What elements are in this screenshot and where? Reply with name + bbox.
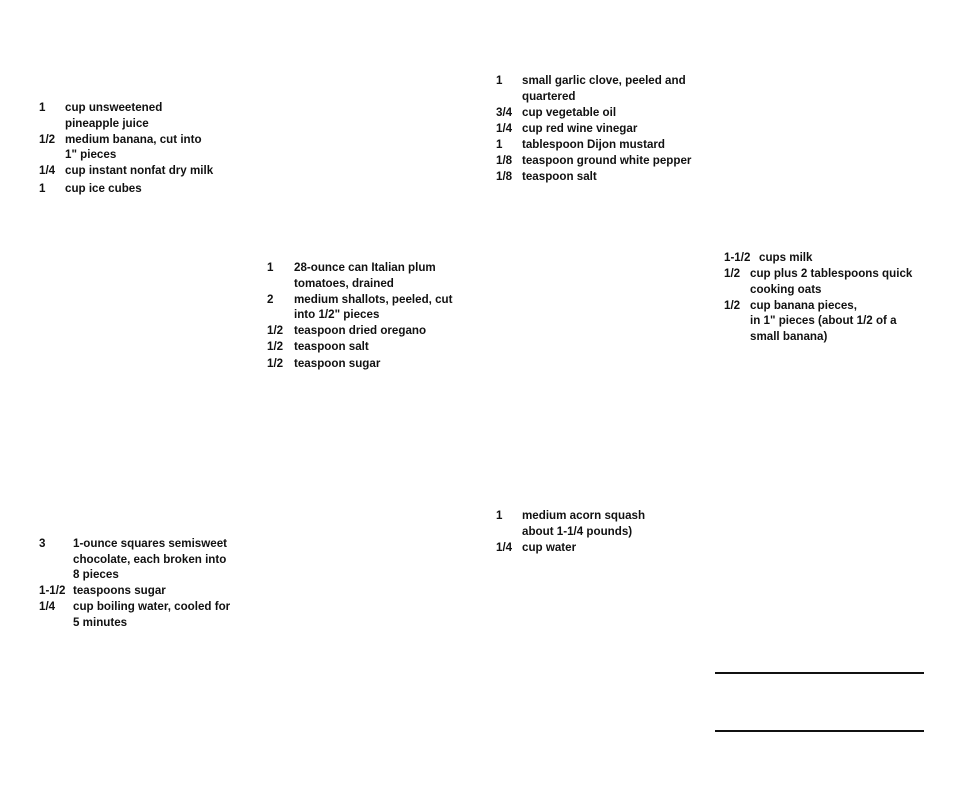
ingredient-desc: tablespoon Dijon mustard bbox=[522, 137, 665, 151]
ingredient-desc: 1-ounce squares semisweet chocolate, each broken into 8 pieces bbox=[73, 537, 228, 582]
ingredient-row bbox=[267, 260, 467, 291]
ingredient-row bbox=[267, 323, 467, 339]
ingredient-qty: 1/8 bbox=[496, 153, 513, 167]
ingredient-row bbox=[39, 599, 239, 630]
ingredient-qty: 1 bbox=[39, 181, 46, 195]
ingredient-row bbox=[39, 100, 234, 131]
ingredient-row bbox=[39, 181, 234, 197]
ingredient-row bbox=[496, 137, 701, 153]
ingredient-row bbox=[496, 121, 701, 137]
ingredient-list-vinaigrette bbox=[496, 73, 701, 185]
ingredient-row bbox=[496, 540, 686, 556]
ingredient-desc: teaspoon dried oregano bbox=[294, 324, 427, 338]
ingredient-qty: 1/2 bbox=[267, 356, 284, 370]
ingredient-qty: 1/2 bbox=[724, 267, 741, 281]
ingredient-desc: cup boiling water, cooled for 5 minutes bbox=[73, 600, 231, 629]
ingredient-row bbox=[496, 73, 701, 104]
ingredient-row bbox=[267, 292, 467, 323]
ingredient-qty: 1/4 bbox=[496, 540, 513, 554]
ingredient-qty: 1/2 bbox=[267, 324, 284, 338]
ingredient-row bbox=[267, 339, 467, 355]
ingredient-desc: small garlic clove, peeled and quartered bbox=[522, 74, 686, 103]
ingredient-qty: 1/8 bbox=[496, 170, 513, 184]
ingredient-desc: cup unsweetened pineapple juice bbox=[65, 101, 163, 130]
ingredient-desc: teaspoon ground white pepper bbox=[522, 153, 692, 167]
ingredient-list-pineapple-shake bbox=[39, 100, 234, 197]
ingredient-qty: 1/4 bbox=[496, 121, 513, 135]
ingredient-row bbox=[267, 356, 467, 372]
ingredient-qty: 1-1/2 bbox=[724, 251, 751, 264]
ingredient-row bbox=[724, 266, 929, 297]
ingredient-desc: cup ice cubes bbox=[65, 181, 142, 195]
ingredient-qty: 3/4 bbox=[496, 105, 513, 119]
ingredient-row bbox=[496, 508, 686, 539]
ingredient-desc: teaspoon sugar bbox=[294, 356, 381, 370]
ingredient-qty: 1/4 bbox=[39, 600, 56, 614]
ingredient-row bbox=[39, 536, 239, 583]
ingredient-qty: 2 bbox=[267, 292, 274, 306]
ingredient-qty: 1 bbox=[496, 74, 503, 87]
ingredient-desc: cup red wine vinegar bbox=[522, 121, 638, 135]
ingredient-row bbox=[39, 163, 234, 179]
ingredient-qty: 3 bbox=[39, 537, 46, 550]
ingredient-desc: cup banana pieces, in 1" pieces (about 1/2 of a small banana) bbox=[750, 298, 897, 343]
ingredient-desc: cups milk bbox=[759, 251, 813, 264]
ingredient-qty: 1 bbox=[496, 509, 503, 522]
ingredient-desc: cup water bbox=[522, 540, 577, 554]
ingredient-row bbox=[496, 105, 701, 121]
ingredient-list-chocolate-sauce bbox=[39, 536, 239, 631]
ingredient-qty: 1/2 bbox=[724, 298, 741, 312]
ingredient-desc: teaspoon salt bbox=[294, 340, 369, 354]
ingredient-desc: medium banana, cut into 1" pieces bbox=[65, 132, 202, 162]
ingredient-row bbox=[724, 250, 929, 266]
ingredient-row bbox=[496, 169, 701, 185]
ingredient-qty: 1/2 bbox=[267, 340, 284, 354]
ingredient-desc: cup instant nonfat dry milk bbox=[65, 164, 214, 178]
ingredient-row bbox=[39, 132, 234, 163]
ingredient-desc: cup vegetable oil bbox=[522, 105, 617, 119]
ingredient-desc: teaspoon salt bbox=[522, 170, 597, 184]
ingredient-qty: 1/2 bbox=[39, 132, 56, 146]
ingredient-qty: 1-1/2 bbox=[39, 584, 66, 598]
ingredient-qty: 1/4 bbox=[39, 164, 56, 178]
ingredient-desc: medium acorn squash about 1-1/4 pounds) bbox=[522, 509, 646, 538]
horizontal-rule-top bbox=[715, 672, 924, 674]
ingredient-qty: 1 bbox=[267, 261, 274, 274]
ingredient-qty: 1 bbox=[39, 101, 46, 114]
ingredient-list-oatmeal-banana bbox=[724, 250, 929, 345]
ingredient-desc: 28-ounce can Italian plum tomatoes, drained bbox=[294, 261, 436, 290]
ingredient-desc: teaspoons sugar bbox=[73, 584, 166, 598]
ingredient-qty: 1 bbox=[496, 137, 503, 151]
ingredient-row bbox=[496, 153, 701, 169]
ingredient-desc: medium shallots, peeled, cut into 1/2" pieces bbox=[294, 292, 453, 322]
ingredient-row bbox=[724, 298, 929, 345]
ingredient-list-tomato-sauce bbox=[267, 260, 467, 372]
ingredient-desc: cup plus 2 tablespoons quick cooking oats bbox=[750, 267, 913, 296]
ingredient-list-acorn-squash bbox=[496, 508, 686, 556]
ingredient-row bbox=[39, 583, 239, 599]
horizontal-rule-bottom bbox=[715, 730, 924, 732]
